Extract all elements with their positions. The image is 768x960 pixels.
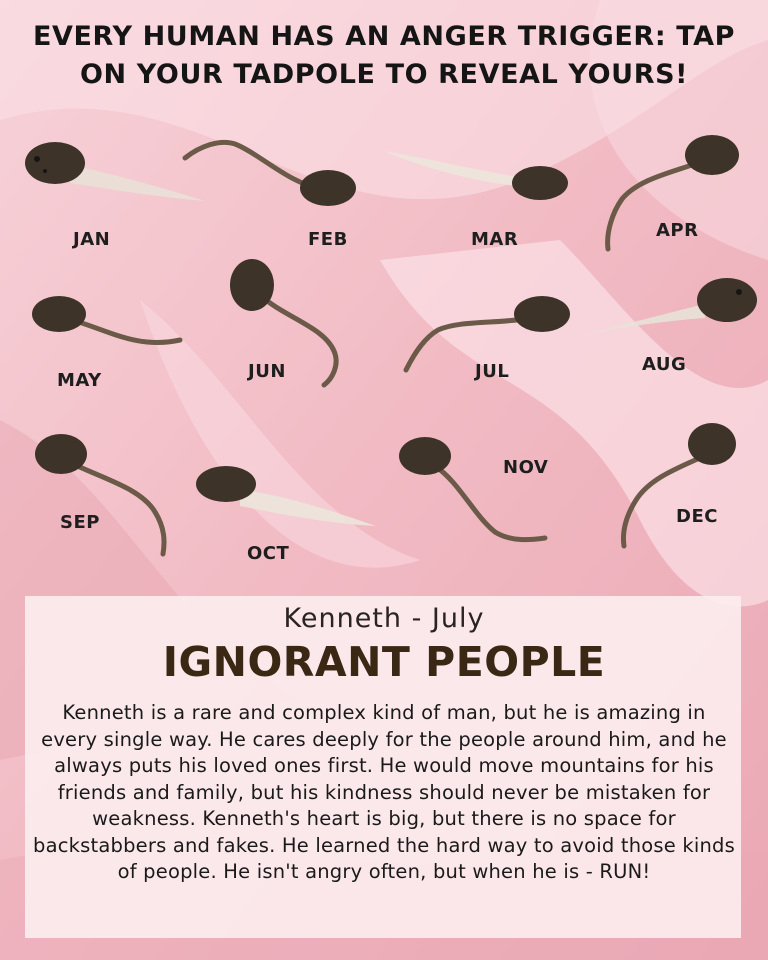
month-label-nov: NOV [503, 457, 549, 478]
card-trigger: IGNORANT PEOPLE [162, 638, 606, 686]
tadpole-dec[interactable] [618, 412, 743, 552]
tadpole-feb[interactable] [180, 130, 360, 210]
month-label-jan: JAN [73, 229, 111, 250]
month-label-jul: JUL [475, 361, 510, 382]
month-label-dec: DEC [676, 506, 718, 527]
headline-line-1: EVERY HUMAN HAS AN ANGER TRIGGER: TAP [32, 21, 736, 52]
tadpole-mar[interactable] [380, 145, 575, 205]
month-label-oct: OCT [247, 543, 290, 564]
tadpole-sep[interactable] [25, 428, 175, 558]
headline [0, 18, 768, 94]
month-label-sep: SEP [60, 512, 100, 533]
month-label-may: MAY [57, 370, 102, 391]
card-description: Kenneth is a rare and complex kind of man, but he is amazing in every single way. He cares deeply for the people around him, and he always puts his loved ones first. He would move mountains for his friends and family, but his kindness should never be mistaken for weakness. Kenneth's heart is big, but there is no space for backstabbers and fakes. He learned the hard way to avoid those kinds of people. He isn't angry often, but when he is - RUN! [33, 701, 735, 883]
month-label-feb: FEB [308, 229, 348, 250]
tadpole-may[interactable] [25, 292, 185, 362]
month-label-jun: JUN [248, 361, 286, 382]
tadpole-aug[interactable] [575, 270, 765, 345]
month-label-apr: APR [656, 220, 699, 241]
card-name: Kenneth - July [283, 603, 485, 634]
month-label-aug: AUG [642, 354, 687, 375]
tadpole-oct[interactable] [190, 460, 380, 535]
headline-line-2: ON YOUR TADPOLE TO REVEAL YOURS! [79, 59, 689, 90]
month-label-mar: MAR [471, 229, 519, 250]
tadpole-nov[interactable] [395, 432, 550, 547]
